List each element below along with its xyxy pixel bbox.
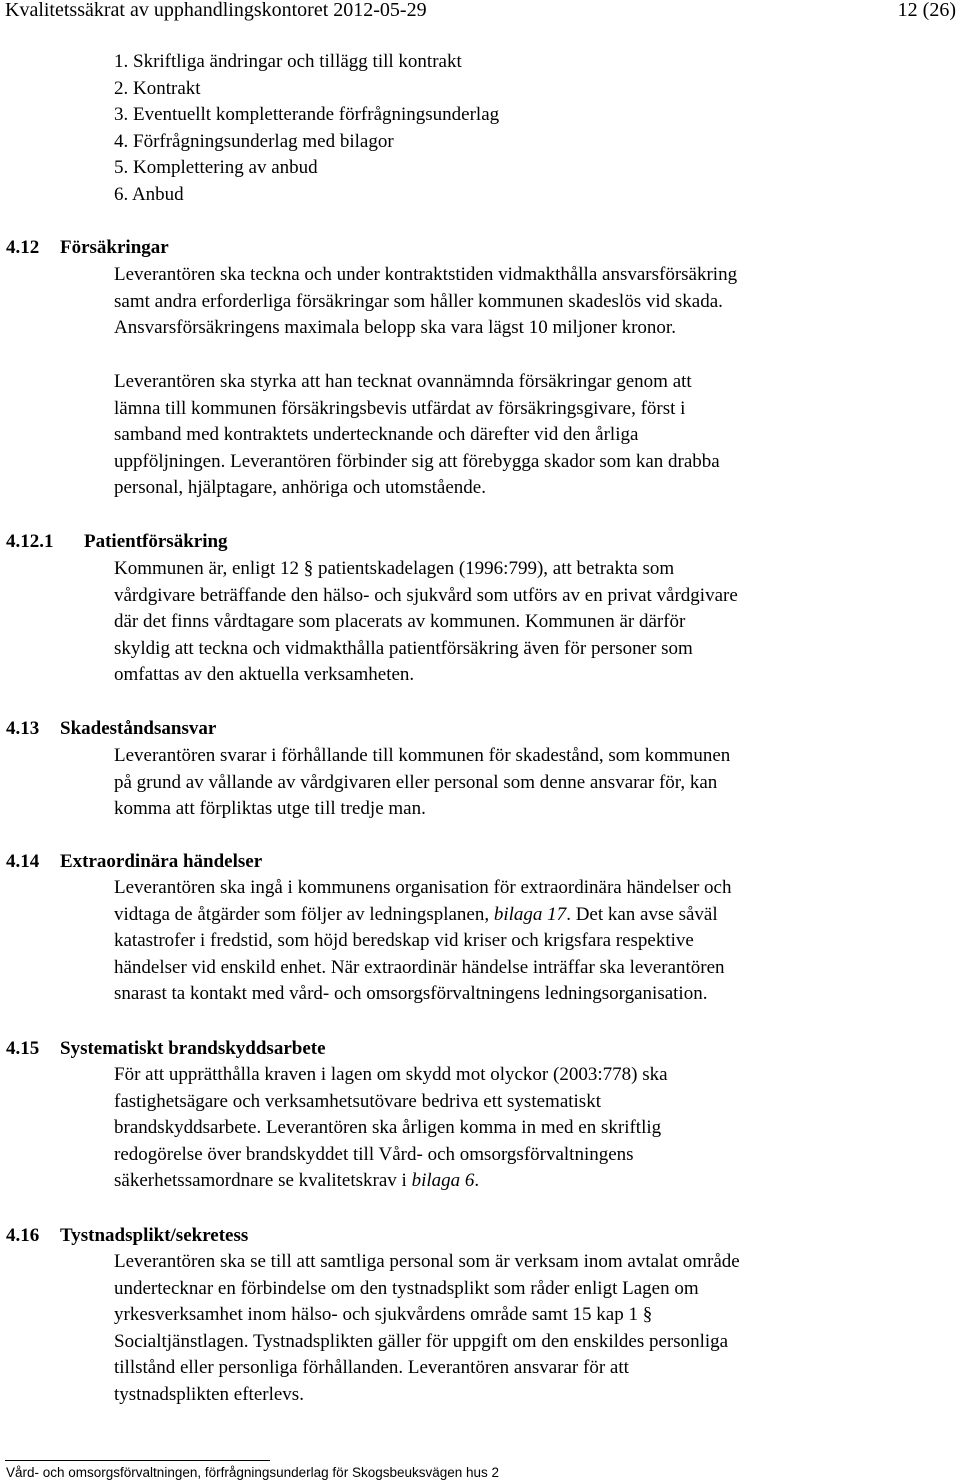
list-item: 5. Komplettering av anbud: [114, 157, 318, 179]
text-line: på grund av vållande av vårdgivaren eller personal som denne ansvarar för, kan: [114, 771, 718, 793]
text-line: fastighetsägare och verksamhetsutövare bedriva ett systematiskt: [114, 1090, 601, 1112]
text-line: redogörelse över brandskyddet till Vård- och omsorgsförvaltningens: [114, 1143, 634, 1165]
list-item: 2. Kontrakt: [114, 77, 201, 99]
text-line: Ansvarsförsäkringens maximala belopp ska vara lägst 10 miljoner kronor.: [114, 317, 676, 339]
page-number: 12 (26): [897, 0, 956, 21]
section-heading-4-14: [6, 849, 262, 876]
text-fragment: vidtaga de åtgärder som följer av ledningsplanen,: [114, 903, 494, 925]
text-fragment: .: [474, 1170, 480, 1192]
text-line: brandskyddsarbete. Leverantören ska årligen komma in med en skriftlig: [114, 1117, 662, 1139]
text-line: [114, 1168, 954, 1195]
section-heading-4-15: [6, 1036, 326, 1063]
section-4-13-paragraph: [114, 743, 954, 823]
section-symbol-icon: §: [303, 558, 314, 579]
document-header-title: Kvalitetssäkrat av upphandlingskontoret 2012-05-29: [5, 0, 427, 21]
page-footer: Vård- och omsorgsförvaltningen, förfrågningsunderlag för Skogsbeuksvägen hus 2: [6, 1465, 500, 1480]
text-line: händelser vid enskild enhet. När extraordinär händelse inträffar ska leverantören: [114, 956, 725, 978]
text-fragment: säkerhetssamordnare se kvalitetskrav i: [114, 1170, 412, 1192]
text-line: [114, 1302, 954, 1329]
text-line: där det finns vårdtagare som placerats av kommunen. Kommunen är därför: [114, 611, 686, 633]
section-heading-4-13: [6, 716, 216, 743]
text-line: [114, 556, 954, 583]
section-number: 4.14: [6, 851, 40, 872]
section-number: 4.13: [6, 718, 40, 739]
text-line: Leverantören ska teckna och under kontraktstiden vidmakthålla ansvarsförsäkring: [114, 264, 738, 285]
text-fragment: . Det kan avse såväl: [566, 903, 718, 925]
text-line: Leverantören ska styrka att han tecknat ovannämnda försäkringar genom att: [114, 371, 692, 392]
text-line: [114, 902, 954, 929]
section-title: Försäkringar: [60, 237, 169, 258]
text-line: Leverantören ska se till att samtliga personal som är verksam inom avtalat område: [114, 1251, 740, 1272]
list-item: 3. Eventuellt kompletterande förfrågningsunderlag: [114, 104, 500, 126]
section-heading-4-16: [6, 1223, 248, 1250]
section-4-14-paragraph: [114, 875, 954, 1008]
annex-reference: bilaga 17: [493, 903, 567, 925]
section-number: 4.15: [6, 1038, 40, 1059]
text-line: undertecknar en förbindelse om den tystnadsplikt som råder enligt Lagen om: [114, 1277, 699, 1299]
section-title: Extraordinära händelser: [60, 851, 263, 872]
section-4-15-paragraph: [114, 1062, 954, 1195]
text-line: samband med kontraktets undertecknande och därefter vid den årliga: [114, 424, 639, 446]
section-heading-4-12-1: [0, 529, 228, 556]
list-item: 4. Förfrågningsunderlag med bilagor: [114, 130, 394, 152]
text-line: tystnadsplikten efterlevs.: [114, 1383, 304, 1405]
section-4-12-paragraph-1: [114, 262, 954, 342]
text-line: komma att förpliktas utge till tredje man.: [114, 798, 426, 820]
priority-order-list: [114, 49, 499, 209]
text-fragment: yrkesverksamhet inom hälso- och sjukvårdens område samt 15 kap 1: [114, 1304, 643, 1326]
text-line: tillstånd eller personliga förhållanden. Leverantören ansvarar för att: [114, 1357, 629, 1379]
text-line: För att upprätthålla kraven i lagen om skydd mot olyckor (2003:778) ska: [114, 1064, 668, 1085]
section-title: Systematiskt brandskyddsarbete: [60, 1038, 326, 1059]
section-title: Skadeståndsansvar: [60, 718, 217, 739]
section-number: 4.12.1: [6, 531, 54, 552]
section-title: Tystnadsplikt/sekretess: [60, 1225, 249, 1246]
section-4-12-1-paragraph: [114, 556, 954, 689]
text-line: skyldig att teckna och vidmakthålla patientförsäkring även för personer som: [114, 637, 693, 659]
text-line: Leverantören ska ingå i kommunens organisation för extraordinära händelser och: [114, 877, 732, 898]
section-number: 4.12: [6, 237, 40, 258]
section-heading-4-12: [6, 235, 169, 262]
text-line: snarast ta kontakt med vård- och omsorgsförvaltningens ledningsorganisation.: [114, 983, 708, 1005]
text-fragment: patientskadelagen (1996:799), att betrakta som: [313, 558, 675, 579]
section-title: Patientförsäkring: [84, 531, 228, 552]
text-line: uppföljningen. Leverantören förbinder sig att förebygga skador som kan drabba: [114, 450, 720, 472]
annex-reference: bilaga 6: [411, 1170, 475, 1192]
text-line: vårdgivare beträffande den hälso- och sjukvård som utförs av en privat vårdgivare: [114, 584, 738, 606]
text-line: Leverantören svarar i förhållande till kommunen för skadestånd, som kommunen: [114, 745, 731, 766]
list-item: 1. Skriftliga ändringar och tillägg till kontrakt: [114, 51, 462, 72]
section-4-12-paragraph-2: [114, 369, 954, 502]
footer-divider: [5, 1460, 270, 1461]
section-number: 4.16: [6, 1225, 40, 1246]
text-line: katastrofer i fredstid, som höjd beredskap vid kriser och krigsfara respektive: [114, 930, 694, 952]
section-4-16-paragraph: [114, 1249, 954, 1409]
text-line: samt andra erforderliga försäkringar som håller kommunen skadeslös vid skada.: [114, 290, 723, 312]
text-line: Socialtjänstlagen. Tystnadsplikten gäller för uppgift om den enskildes personliga: [114, 1330, 729, 1352]
list-item: 6. Anbud: [114, 183, 184, 205]
section-symbol-icon: §: [642, 1304, 653, 1326]
text-line: lämna till kommunen försäkringsbevis utfärdat av försäkringsgivare, först i: [114, 397, 686, 419]
text-line: omfattas av den aktuella verksamheten.: [114, 664, 415, 686]
text-fragment: Kommunen är, enligt 12: [114, 558, 304, 579]
text-line: personal, hjälptagare, anhöriga och utomstående.: [114, 477, 486, 499]
